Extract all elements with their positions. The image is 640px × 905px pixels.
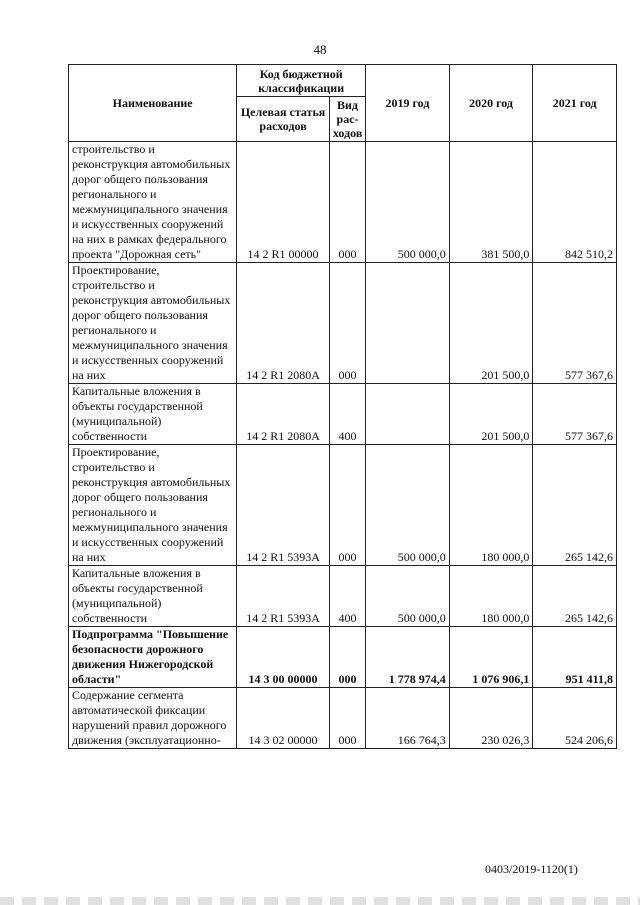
table-header xyxy=(69,65,617,142)
row-expense-type: 400 xyxy=(329,566,365,627)
scan-artifact-edge xyxy=(0,897,640,905)
page-number: 48 xyxy=(313,42,327,57)
row-name: строительство и реконструкция автомобильных дорог общего пользования регионального и межмуниципального значения и искусственных сооружений на них в рамках федерального проекта "Дорожная сеть" xyxy=(69,142,237,263)
row-value-2020: 381 500,0 xyxy=(449,142,533,263)
row-value-2019: 166 764,3 xyxy=(366,688,450,749)
row-value-2019 xyxy=(366,263,450,384)
row-name: Капитальные вложения в объекты государственной (муниципальной) собственности xyxy=(69,566,237,627)
header-target-article: Целевая статья расходов xyxy=(237,97,330,142)
row-target-article: 14 2 R1 2080A xyxy=(237,263,330,384)
row-expense-type: 000 xyxy=(329,688,365,749)
row-expense-type: 000 xyxy=(329,627,365,688)
header-expense-type: Вид рас-ходов xyxy=(329,97,365,142)
header-budget-code: Код бюджетной классификации xyxy=(237,65,366,97)
row-value-2021: 577 367,6 xyxy=(533,263,617,384)
row-value-2020: 180 000,0 xyxy=(449,445,533,566)
table-row xyxy=(69,445,617,566)
row-name: Проектирование, строительство и реконструкция автомобильных дорог общего пользования регионального и межмуниципального значения и искусственных сооружений на них xyxy=(69,445,237,566)
row-expense-type: 000 xyxy=(329,142,365,263)
row-value-2019: 500 000,0 xyxy=(366,142,450,263)
row-value-2019: 1 778 974,4 xyxy=(366,627,450,688)
row-target-article: 14 2 R1 5393A xyxy=(237,566,330,627)
row-expense-type: 000 xyxy=(329,445,365,566)
row-value-2021: 265 142,6 xyxy=(533,566,617,627)
row-value-2020: 1 076 906,1 xyxy=(449,627,533,688)
row-value-2019: 500 000,0 xyxy=(366,445,450,566)
row-name: Подпрограмма "Повышение безопасности дорожного движения Нижегородской области" xyxy=(69,627,237,688)
table-row xyxy=(69,688,617,749)
row-value-2020: 230 026,3 xyxy=(449,688,533,749)
row-value-2021: 265 142,6 xyxy=(533,445,617,566)
row-value-2020: 201 500,0 xyxy=(449,263,533,384)
table-body xyxy=(69,142,617,749)
header-year-2019: 2019 год xyxy=(366,65,450,142)
row-value-2019: 500 000,0 xyxy=(366,566,450,627)
header-year-2021: 2021 год xyxy=(533,65,617,142)
row-value-2021: 951 411,8 xyxy=(533,627,617,688)
document-code: 0403/2019-1120(1) xyxy=(485,862,578,876)
header-name: Наименование xyxy=(69,65,237,142)
row-target-article: 14 3 02 00000 xyxy=(237,688,330,749)
row-name: Содержание сегмента автоматической фиксации нарушений правил дорожного движения (эксплуатационно- xyxy=(69,688,237,749)
row-value-2021: 524 206,6 xyxy=(533,688,617,749)
row-value-2021: 842 510,2 xyxy=(533,142,617,263)
row-name: Проектирование, строительство и реконструкция автомобильных дорог общего пользования регионального и межмуниципального значения и искусственных сооружений на них xyxy=(69,263,237,384)
header-year-2020: 2020 год xyxy=(449,65,533,142)
row-target-article: 14 2 R1 00000 xyxy=(237,142,330,263)
row-value-2020: 180 000,0 xyxy=(449,566,533,627)
table-row-subprogram xyxy=(69,627,617,688)
budget-table xyxy=(68,64,617,749)
table-row xyxy=(69,263,617,384)
row-target-article: 14 2 R1 5393A xyxy=(237,445,330,566)
row-value-2021: 577 367,6 xyxy=(533,384,617,445)
table-row xyxy=(69,566,617,627)
table-row xyxy=(69,142,617,263)
table-row xyxy=(69,384,617,445)
row-name: Капитальные вложения в объекты государственной (муниципальной) собственности xyxy=(69,384,237,445)
row-expense-type: 400 xyxy=(329,384,365,445)
row-value-2020: 201 500,0 xyxy=(449,384,533,445)
row-target-article: 14 3 00 00000 xyxy=(237,627,330,688)
row-expense-type: 000 xyxy=(329,263,365,384)
row-value-2019 xyxy=(366,384,450,445)
row-target-article: 14 2 R1 2080A xyxy=(237,384,330,445)
